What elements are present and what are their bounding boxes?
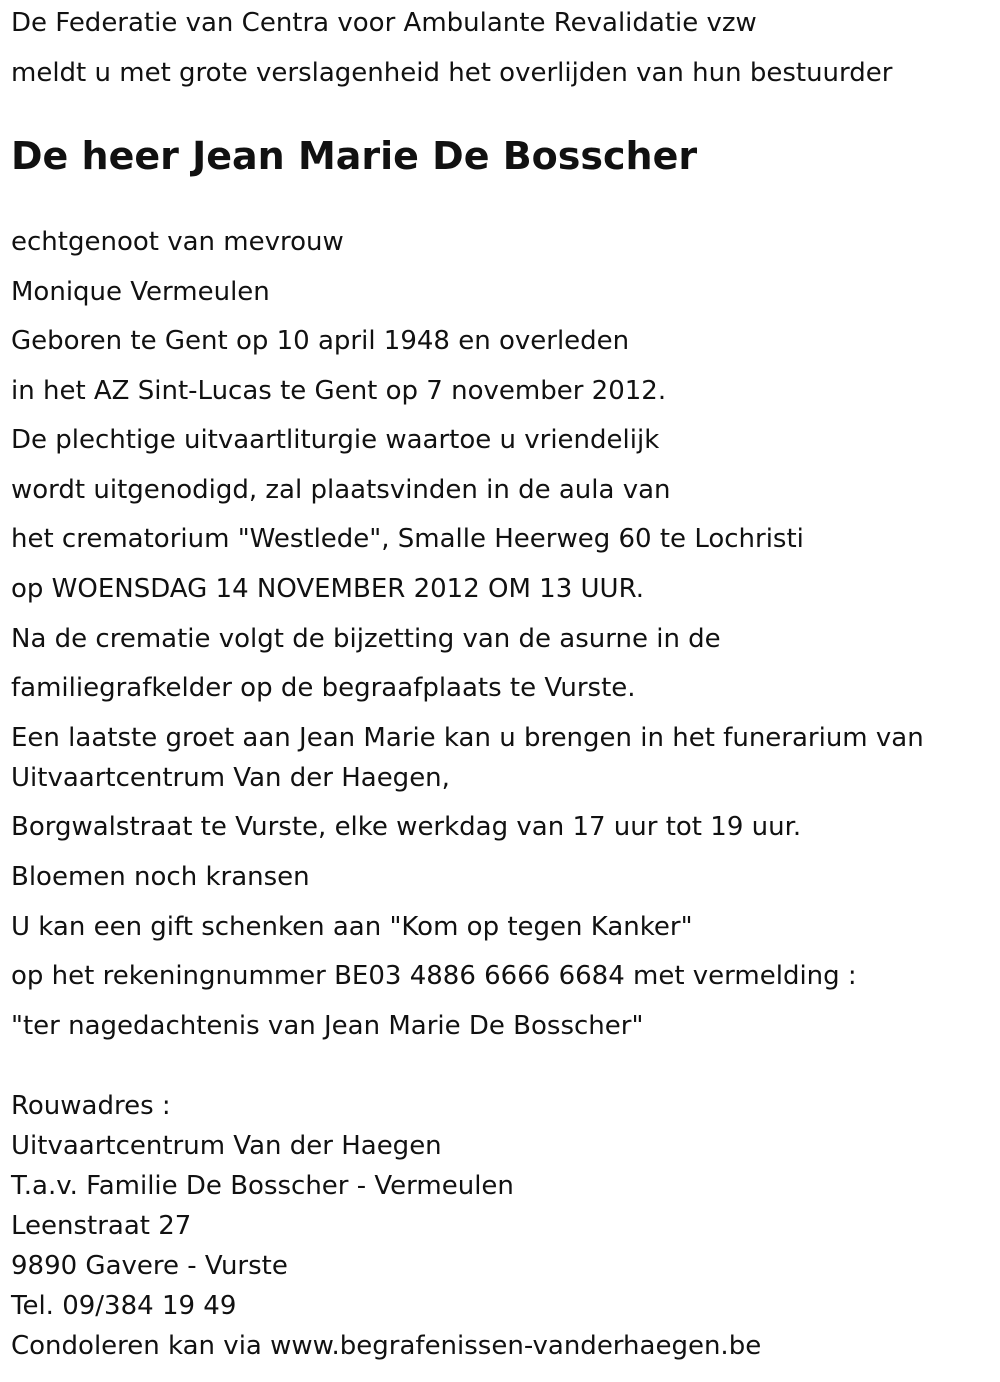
- body-line: op WOENSDAG 14 NOVEMBER 2012 OM 13 UUR.: [11, 574, 644, 604]
- address-line: T.a.v. Familie De Bosscher - Vermeulen: [11, 1171, 514, 1201]
- address-line: 9890 Gavere - Vurste: [11, 1251, 288, 1281]
- body-line: Na de crematie volgt de bijzetting van de asurne in de: [11, 624, 721, 654]
- body-line: U kan een gift schenken aan "Kom op tegen Kanker": [11, 912, 693, 942]
- body-line: in het AZ Sint-Lucas te Gent op 7 november 2012.: [11, 376, 667, 406]
- address-line: Leenstraat 27: [11, 1211, 192, 1241]
- deceased-name-title: De heer Jean Marie De Bosscher: [11, 134, 698, 178]
- body-line: echtgenoot van mevrouw: [11, 227, 344, 257]
- body-line: familiegrafkelder op de begraafplaats te Vurste.: [11, 673, 636, 703]
- address-line: Uitvaartcentrum Van der Haegen: [11, 1131, 442, 1161]
- intro-line-1: De Federatie van Centra voor Ambulante Revalidatie vzw: [11, 8, 757, 38]
- address-phone: Tel. 09/384 19 49: [11, 1291, 237, 1321]
- body-line: wordt uitgenodigd, zal plaatsvinden in de aula van: [11, 475, 671, 505]
- body-line: De plechtige uitvaartliturgie waartoe u vriendelijk: [11, 425, 660, 455]
- body-line: het crematorium "Westlede", Smalle Heerweg 60 te Lochristi: [11, 524, 804, 554]
- body-line: Een laatste groet aan Jean Marie kan u brengen in het funerarium van: [11, 723, 924, 753]
- address-heading: Rouwadres :: [11, 1091, 171, 1121]
- body-line: "ter nagedachtenis van Jean Marie De Bosscher": [11, 1011, 644, 1041]
- intro-line-2: meldt u met grote verslagenheid het overlijden van hun bestuurder: [11, 58, 893, 88]
- body-line: Uitvaartcentrum Van der Haegen,: [11, 763, 450, 793]
- body-line: Monique Vermeulen: [11, 277, 270, 307]
- body-line: Borgwalstraat te Vurste, elke werkdag van 17 uur tot 19 uur.: [11, 812, 802, 842]
- condolence-link-line: Condoleren kan via www.begrafenissen-vanderhaegen.be: [11, 1331, 762, 1361]
- body-line: Bloemen noch kransen: [11, 862, 310, 892]
- body-line: op het rekeningnummer BE03 4886 6666 6684 met vermelding :: [11, 961, 857, 991]
- body-line: Geboren te Gent op 10 april 1948 en overleden: [11, 326, 630, 356]
